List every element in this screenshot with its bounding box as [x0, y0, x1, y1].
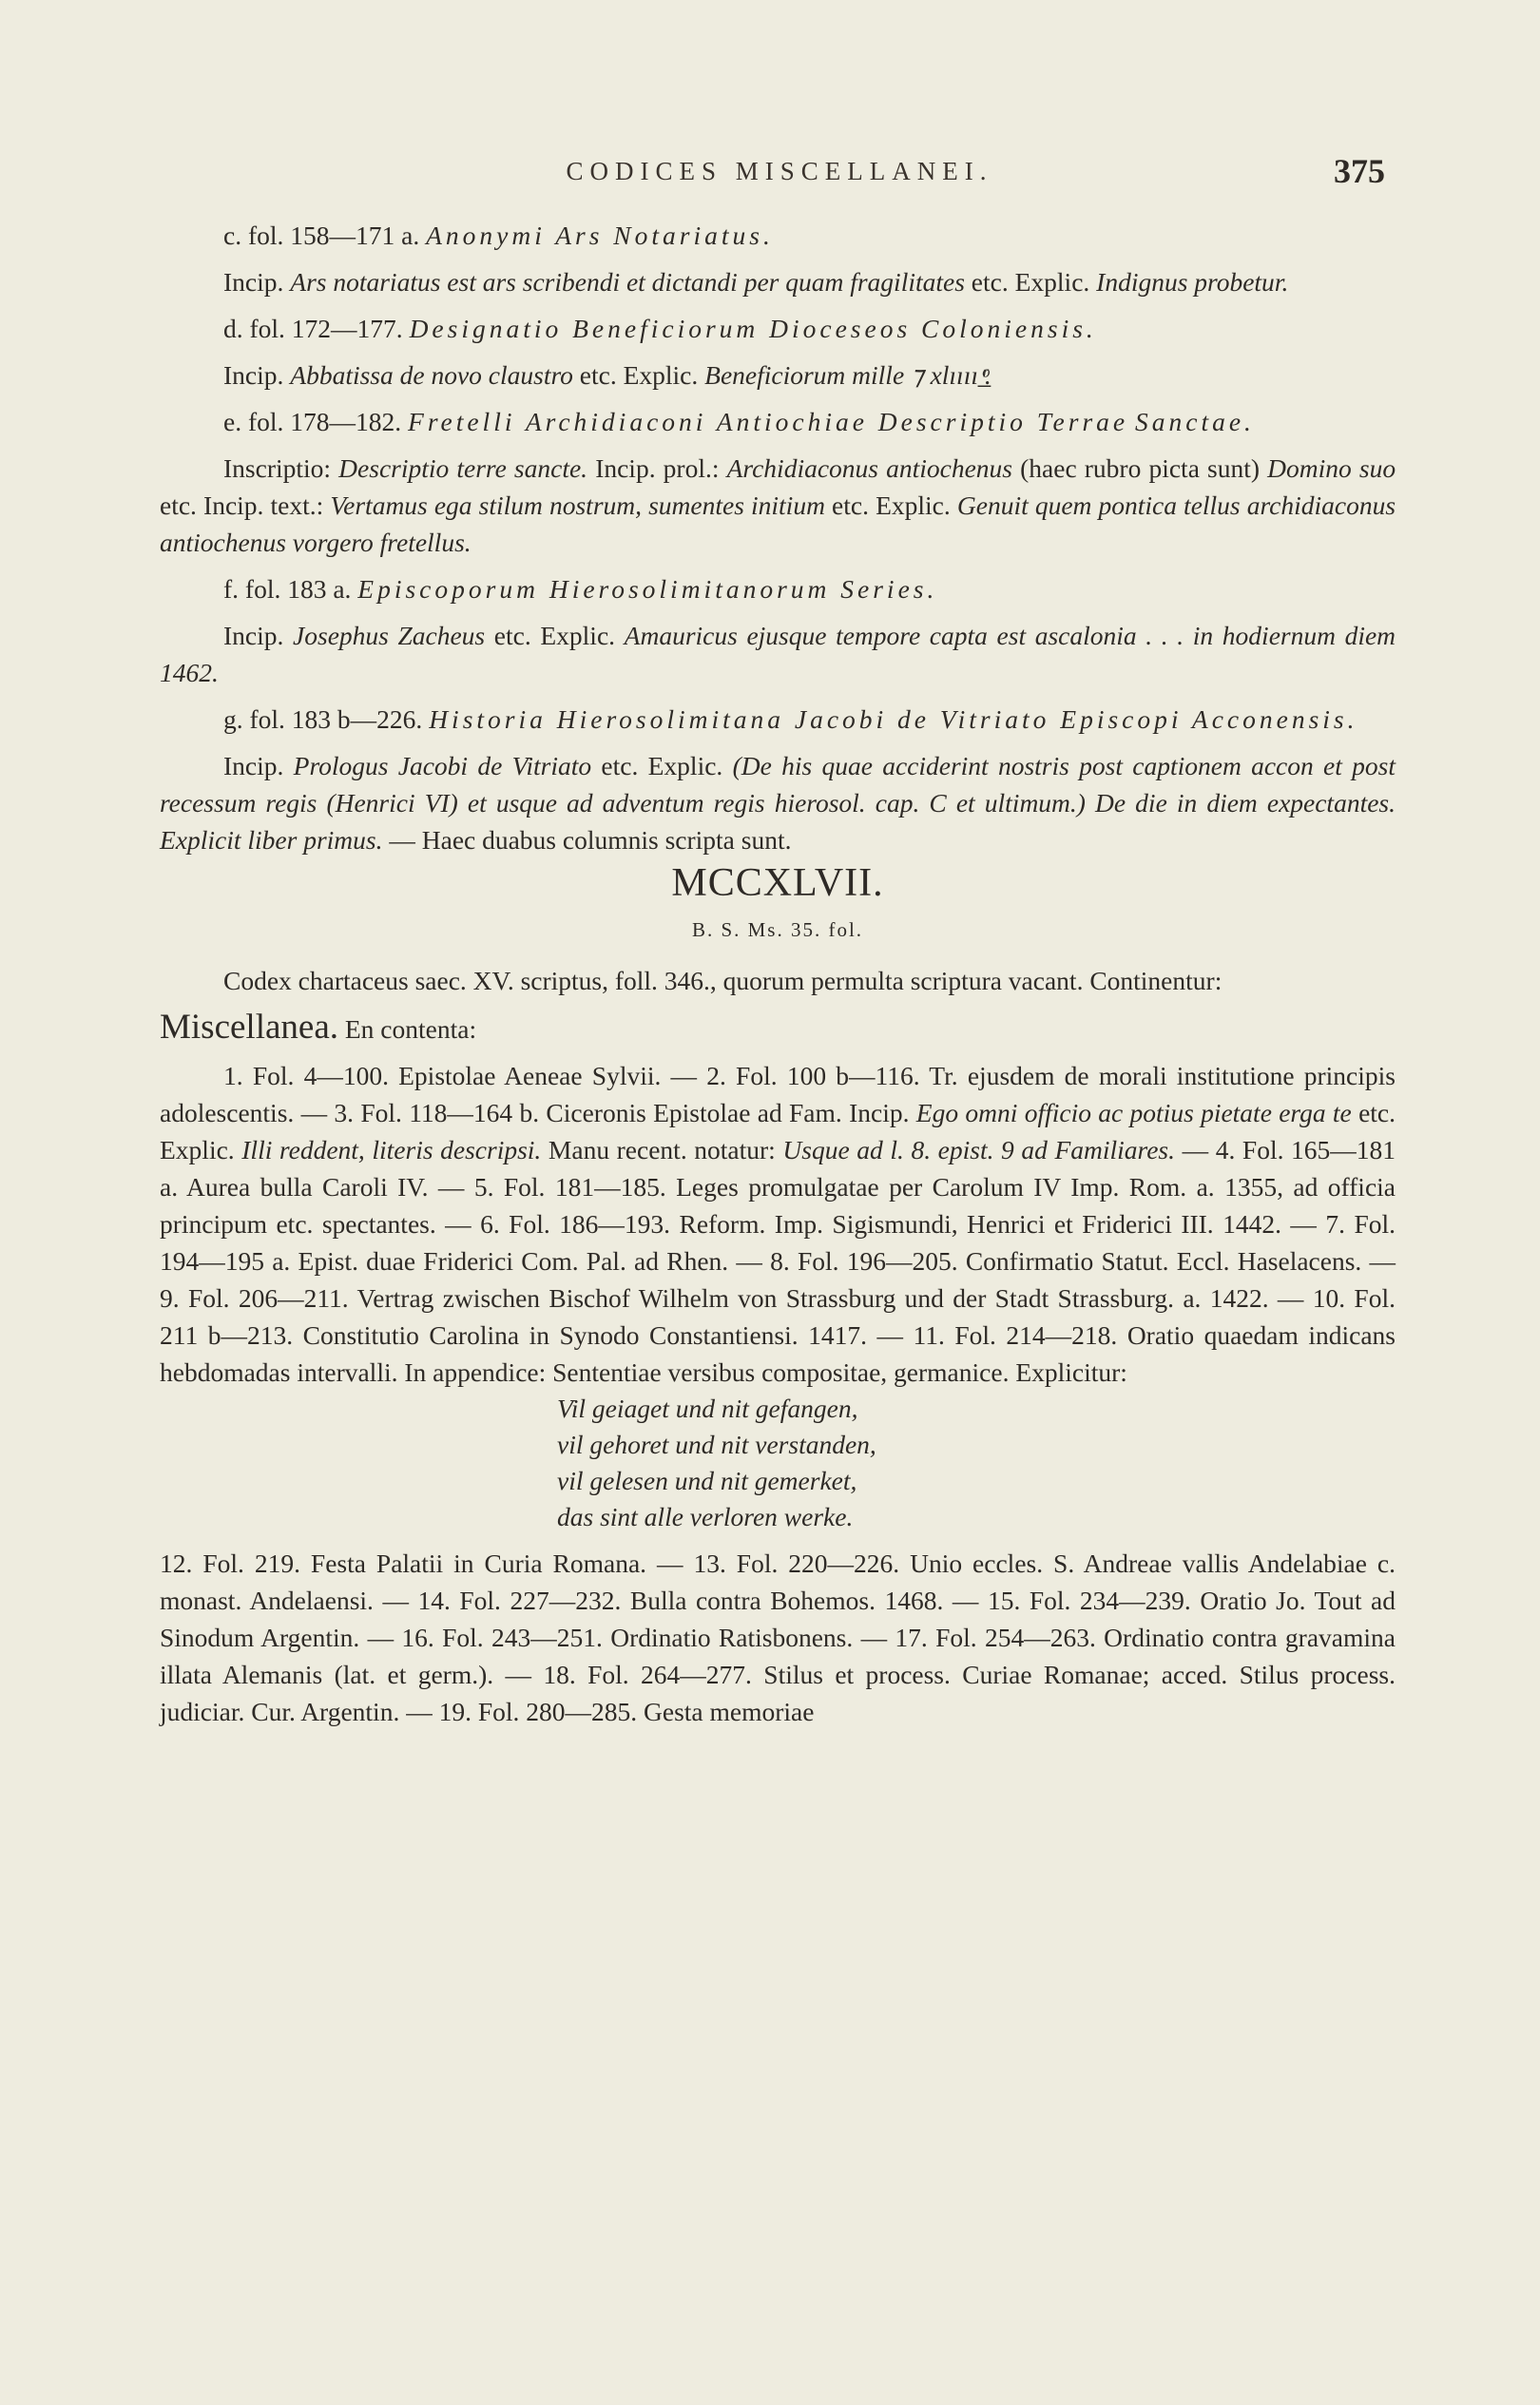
entry-f-incipit: [160, 617, 1396, 691]
incip-prol-label: Incip. prol.:: [595, 453, 720, 483]
running-head: [166, 152, 1393, 201]
incipit-text: Ars notariatus est ars scribendi et dictandi per quam fragilitates: [290, 267, 965, 297]
running-title: CODICES MISCELLANEI.: [566, 157, 993, 185]
contents-text: etc. Explic.: [160, 1098, 1396, 1164]
page-number: 375: [1334, 152, 1385, 190]
entry-g-title: Historia Hierosolimitana Jacobi de Vitriato Episcopi Acconensis.: [429, 704, 1358, 734]
explic-label: Explic.: [540, 621, 616, 650]
contents-text: — 4. Fol. 165—181 a. Aurea bulla Caroli IV. — 5. Fol. 181—185. Leges promulgatae per Carolum IV Imp. Rom. a. 1355, ad officia principum etc. spectantes. — 6. Fol. 186—193. Reform. Imp. Sigismundi, Henrici et Friderici III. 1442. — 7. Fol. 194—195 a. Epist. duae Friderici Com. Pal. ad Rhen. — 8. Fol. 196—205. Confirmatio Statut. Eccl. Haselacens. — 9. Fol. 206—211. Vertrag zwischen Bischof Wilhelm von Strassburg und der Stadt Strassburg. a. 1422. — 10. Fol. 211 b—213. Constitutio Carolina in Synodo Constantiensi. 1417. — 11. Fol. 214—218. Oratio quaedam indicans hebdomadas intervalli. In appendice: Sententiae versibus compositae, germanice. Explicitur:: [160, 1135, 1396, 1387]
entry-g-heading: [160, 701, 1396, 738]
entry-g-folio: g. fol. 183 b—226.: [223, 704, 423, 734]
incipit-text: Josephus Zacheus: [293, 621, 486, 650]
verse-line: vil gehoret und nit verstanden,: [557, 1430, 876, 1459]
contents-list-1: [160, 1057, 1396, 1391]
explicit-text: (De his quae acciderint nostris post captionem accon et post recessum regis (Henrici VI) et usque ad adventum regis hierosol. cap. C et ultimum.) De die in diem expectantes. Explicit liber primus.: [160, 751, 1396, 855]
rubric-note: (haec rubro picta sunt): [1020, 453, 1261, 483]
incipit-text: Abbatissa de novo claustro: [290, 360, 573, 390]
contents-text: Manu recent. notatur:: [548, 1135, 776, 1164]
manuscript-description: Codex chartaceus saec. XV. scriptus, foll. 346., quorum permulta scriptura vacant. Continentur:: [223, 966, 1222, 995]
miscellanea-title: Miscellanea.: [160, 1008, 338, 1047]
inscriptio-text: Descriptio terre sancte.: [338, 453, 588, 483]
explic-label: Explic.: [876, 491, 951, 520]
incip-text-label: Incip. text.:: [203, 491, 324, 520]
verse-block: [160, 1391, 1396, 1535]
entry-c-incipit: [160, 263, 1396, 300]
miscellanea-subtitle: En contenta:: [344, 1014, 477, 1044]
domino-text: Domino suo: [1267, 453, 1396, 483]
etc-label: etc.: [493, 621, 531, 650]
entry-d-title: Designatio Beneficiorum Dioceseos Coloniensis.: [409, 314, 1097, 343]
manuscript-number: MCCXLVII.: [671, 861, 884, 905]
incip-label: Incip.: [223, 360, 284, 390]
contents-list-2: 12. Fol. 219. Festa Palatii in Curia Romana. — 13. Fol. 220—226. Unio eccles. S. Andreae vallis Andelabiae c. monast. Andelaensi. — 14. Fol. 227—232. Bulla contra Bohemos. 1468. — 15. Fol. 234—239. Oratio Jo. Tout ad Sinodum Argentin. — 16. Fol. 243—251. Ordinatio Ratisbonens. — 17. Fol. 254—263. Ordinatio contra gravamina illata Alemanis (lat. et germ.). — 18. Fol. 264—277. Stilus et process. Curiae Romanae; acced. Stilus process. judiciar. Cur. Argentin. — 19. Fol. 280—285. Gesta memoriae: [160, 1549, 1396, 1726]
entry-e-folio: e. fol. 178—182.: [223, 407, 402, 436]
incip-label: Incip.: [223, 621, 284, 650]
etc-label: etc.: [579, 360, 617, 390]
miscellanea-heading: [160, 1009, 1396, 1048]
inscriptio-label: Inscriptio:: [223, 453, 332, 483]
incipit-text: Prologus Jacobi de Vitriato: [293, 751, 592, 780]
page-body: [160, 217, 1396, 1730]
entry-c-heading: [160, 217, 1396, 254]
entry-g-incipit: [160, 747, 1396, 858]
verse-line: vil gelesen und nit gemerket,: [557, 1466, 857, 1495]
explicit-text: Genuit quem pontica tellus archidiaconus antiochenus vorgero fretellus.: [160, 491, 1396, 557]
entry-c-title: Anonymi Ars Notariatus.: [426, 221, 774, 250]
entry-f-title: Episcoporum Hierosolimitanorum Series.: [357, 574, 938, 604]
entry-e-heading: [160, 403, 1396, 440]
incip-prol-text: Archidiaconus antiochenus: [726, 453, 1013, 483]
etc-label: etc.: [832, 491, 869, 520]
entry-d-incipit: [160, 356, 1396, 394]
contents-text: 1. Fol. 4—100. Epistolae Aeneae Sylvii. — 2. Fol. 100 b—116. Tr. ejusdem de morali institutione principis adolescentis. — 3. Fol. 118—164 b. Ciceronis Epistolae ad Fam. Incip.: [160, 1061, 1396, 1127]
explicit-text: Amauricus ejusque tempore capta est ascalonia . . . in hodiernum diem 1462.: [160, 621, 1396, 687]
columns-note: — Haec duabus columnis scripta sunt.: [389, 825, 792, 855]
entry-d-folio: d. fol. 172—177.: [223, 314, 403, 343]
entry-c-folio: c. fol. 158—171 a.: [223, 221, 420, 250]
incipit-text: Ego omni officio ac potius pietate erga te: [915, 1098, 1352, 1127]
etc-label: etc.: [971, 267, 1009, 297]
verse-line: Vil geiaget und nit gefangen,: [557, 1394, 858, 1423]
entry-d-heading: [160, 310, 1396, 347]
note-text: Usque ad l. 8. epist. 9 ad Familiares.: [782, 1135, 1176, 1164]
explic-label: Explic.: [1014, 267, 1090, 297]
entry-e-title-cont: Sanctae.: [1134, 407, 1255, 436]
entry-f-heading: [160, 570, 1396, 607]
explic-label: Explic.: [647, 751, 723, 780]
explicit-text: Beneficiorum mille ⁊ xlıııı ̲ͦͬ.: [704, 360, 991, 390]
entry-e-title: Fretelli Archidiaconi Antiochiae Descriptio Terrae: [408, 407, 1129, 436]
entry-f-folio: f. fol. 183 a.: [223, 574, 352, 604]
incip-text-text: Vertamus ega stilum nostrum, sumentes initium: [330, 491, 825, 520]
explic-label: Explic.: [623, 360, 699, 390]
manuscript-shelfmark: B. S. Ms. 35. fol.: [691, 918, 864, 941]
entry-e-description: [160, 450, 1396, 561]
etc-label: etc.: [601, 751, 639, 780]
explicit-text: Indignus probetur.: [1096, 267, 1289, 297]
incip-label: Incip.: [223, 751, 284, 780]
etc-label: etc.: [160, 491, 197, 520]
verse-line: das sint alle verloren werke.: [557, 1502, 854, 1531]
incip-label: Incip.: [223, 267, 284, 297]
explicit-text: Illi reddent, literis descripsi.: [241, 1135, 542, 1164]
